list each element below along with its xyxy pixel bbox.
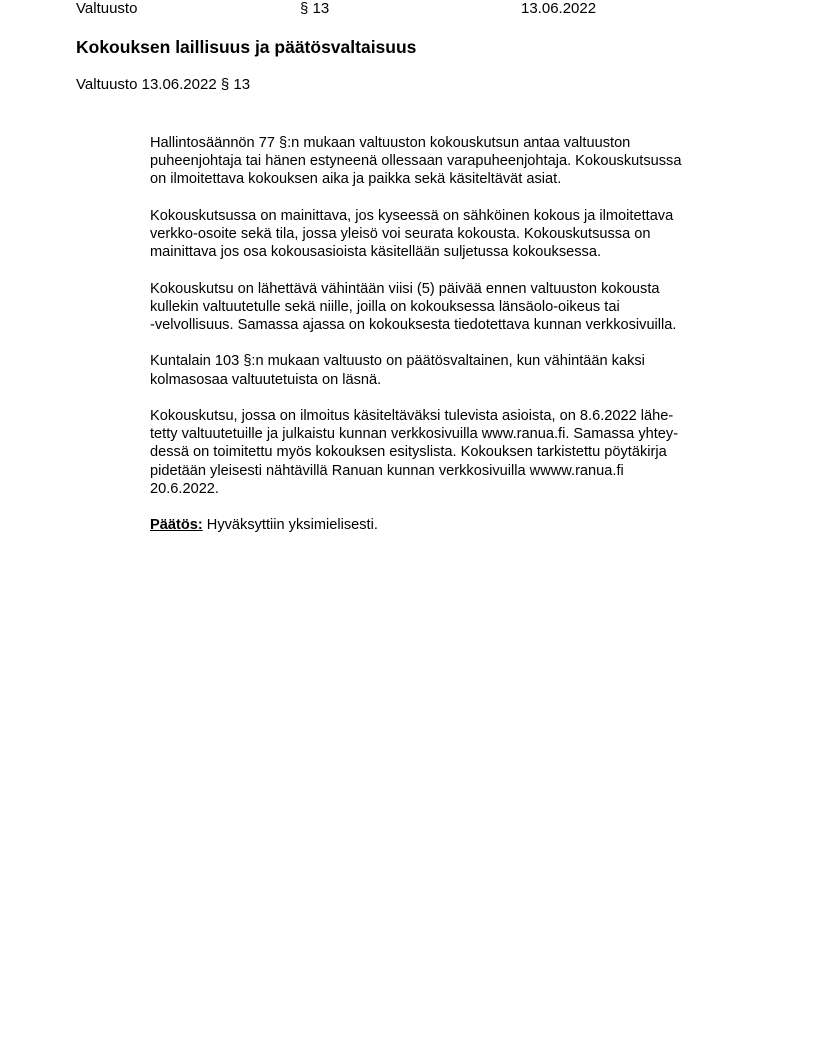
header-date: 13.06.2022 — [521, 0, 597, 17]
paragraph-line: verkko-osoite sekä tila, jossa yleisö voi seurata kokousta. Kokouskutsussa on — [150, 226, 651, 242]
paragraph-line: puheenjohtaja tai hänen estyneenä ollessaan varapuheenjohtaja. Kokouskutsussa — [150, 153, 682, 170]
paragraph-line: -velvollisuus. Samassa ajassa on kokouksesta tiedotettava kunnan verkkosivuilla. — [150, 317, 677, 333]
paragraph-line: dessä on toimitettu myös kokouksen esityslista. Kokouksen tarkistettu pöytäkirja — [150, 444, 667, 461]
paragraph-line: pidetään yleisesti nähtävillä Ranuan kunnan verkkosivuilla wwww.ranua.fi — [150, 462, 624, 479]
paragraph-line: Kuntalain 103 §:n mukaan valtuusto on päätösvaltainen, kun vähintään kaksi — [150, 353, 645, 370]
document-title: Kokouksen laillisuus ja päätösvaltaisuus — [76, 37, 417, 57]
paragraph-line: mainittava jos osa kokousasioista käsitellään suljetussa kokouksessa. — [150, 244, 602, 261]
paragraph-line: Kokouskutsu, jossa on ilmoitus käsiteltäväksi tulevista asioista, on 8.6.2022 lähe- — [150, 407, 674, 424]
meeting-reference: Valtuusto 13.06.2022 § 13 — [76, 76, 251, 93]
header-body: Valtuusto — [76, 0, 138, 17]
paragraph-line: Hallintosäännön 77 §:n mukaan valtuuston kokouskutsun antaa valtuuston — [150, 135, 631, 151]
decision-label: Päätös: — [150, 517, 203, 534]
paragraph-line: kolmasosaa valtuutetuista on läsnä. — [150, 371, 382, 388]
header-section: § 13 — [300, 0, 330, 17]
paragraph — [150, 280, 750, 335]
paragraph-line: on ilmoitettava kokouksen aika ja paikka sekä käsiteltävät asiat. — [150, 171, 562, 188]
paragraph-line: Kokouskutsu on lähettävä vähintään viisi (5) päivää ennen valtuuston kokousta — [150, 280, 660, 297]
paragraph-line: kullekin valtuutetulle sekä niille, joilla on kokouksessa länsäolo-oikeus tai — [150, 298, 620, 315]
decision-text: Hyväksyttiin yksimielisesti. — [206, 517, 378, 534]
paragraph-line: 20.6.2022. — [150, 480, 219, 497]
paragraph-line: Kokouskutsussa on mainittava, jos kyseessä on sähköinen kokous ja ilmoitettava — [150, 207, 674, 224]
paragraph — [150, 352, 750, 388]
paragraph — [150, 207, 750, 262]
paragraph — [150, 134, 750, 189]
paragraph — [150, 407, 750, 498]
paragraph-line: tetty valtuutetuille ja julkaistu kunnan verkkosivuilla www.ranua.fi. Samassa yhtey- — [150, 426, 679, 443]
decision — [150, 516, 750, 534]
document-body — [150, 134, 750, 553]
